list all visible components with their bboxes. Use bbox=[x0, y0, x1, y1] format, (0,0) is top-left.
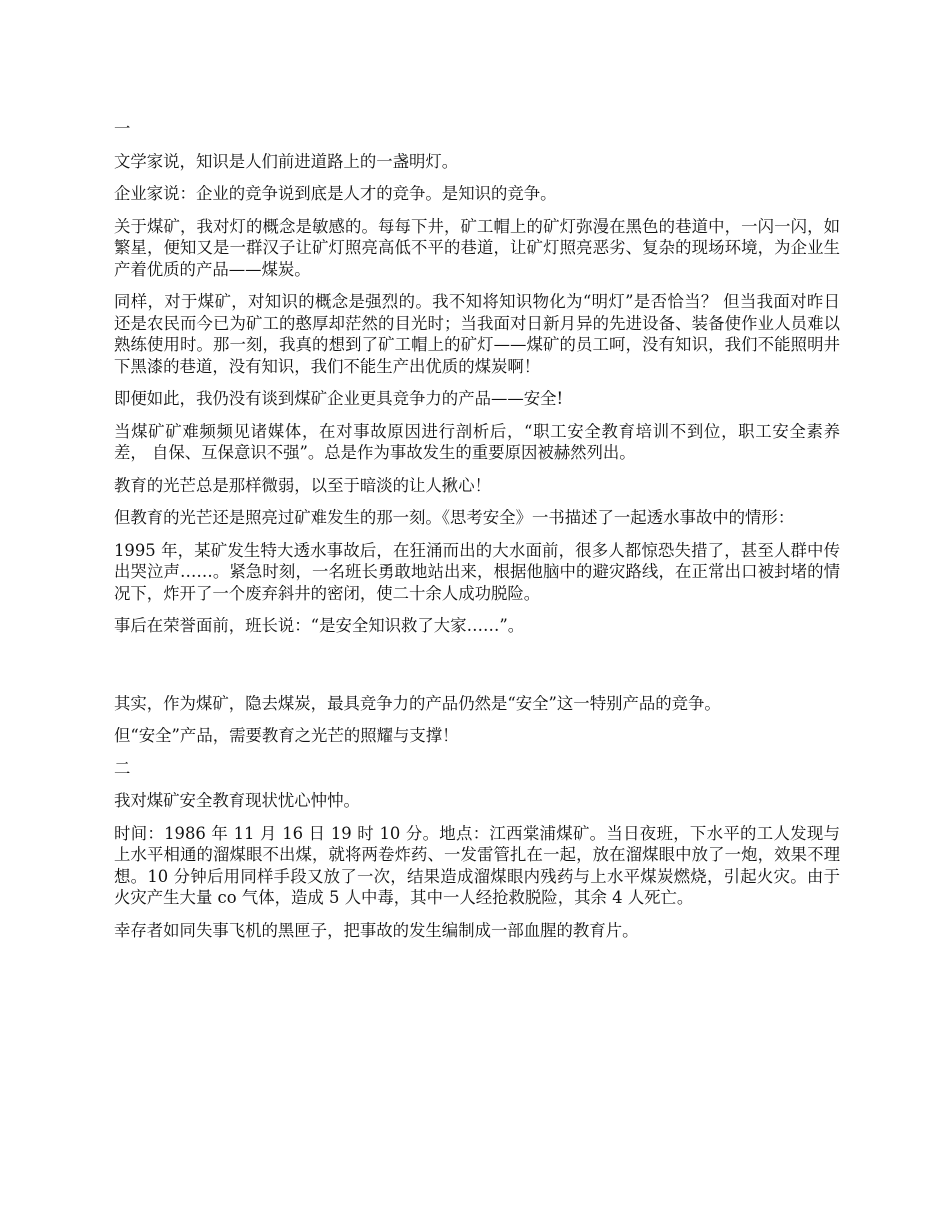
paragraph: 教育的光芒总是那样微弱，以至于暗淡的让人揪心！ bbox=[114, 475, 491, 495]
paragraph: 幸存者如同失事飞机的黑匣子，把事故的发生编制成一部血腥的教育片。 bbox=[114, 920, 639, 940]
paragraph: 时间：1986 年 11 月 16 日 19 时 10 分。地点：江西棠浦煤矿。当日夜班，下水平的工人发现与上水平相通的溜煤眼不出煤，就将两卷炸药、一发雷管扎在一起，放在溜煤眼中放了一炮，效果不理想。10 分钟后用同样手段又放了一次，结果造成溜煤眼内残药与上水平煤炭燃烧，引起火灾。由于火灾产生大量 co 气体，造成 5 人中毒，其中一人经抢救脱险，其余 4 人死亡。 bbox=[114, 823, 840, 907]
paragraph: 但“安全”产品，需要教育之光芒的照耀与支撑！ bbox=[114, 726, 459, 745]
blank-space bbox=[114, 648, 840, 693]
paragraph: 关于煤矿，我对灯的概念是敏感的。每每下井，矿工帽上的矿灯弥漫在黑色的巷道中，一闪一闪，如繁星，便知又是一群汉子让矿灯照亮高低不平的巷道，让矿灯照亮恶劣、复杂的现场环境，为企业生产着优质的产品——煤炭。 bbox=[114, 216, 840, 279]
paragraph: 事后在荣誉面前，班长说：“是安全知识救了大家……”。 bbox=[114, 616, 525, 635]
paragraph: 企业家说：企业的竞争说到底是人才的竞争。是知识的竞争。 bbox=[114, 184, 557, 203]
paragraph: 其实，作为煤矿，隐去煤炭，最具竞争力的产品仍然是“安全”这一特别产品的竞争。 bbox=[114, 693, 721, 713]
paragraph: 但教育的光芒还是照亮过矿难发生的那一刻。《思考安全》一书描述了一起透水事故中的情形： bbox=[114, 508, 795, 527]
paragraph: 1995 年，某矿发生特大透水事故后，在狂涌而出的大水面前，很多人都惊恐失措了，甚至人群中传出哭泣声……。紧急时刻，一名班长勇敢地站出来，根据他脑中的避灾路线，在正常出口被封堵的情况下，炸开了一个废弃斜井的密闭，使二十余人成功脱险。 bbox=[114, 540, 840, 603]
paragraph: 同样，对于煤矿，对知识的概念是强烈的。我不知将知识物化为“明灯”是否恰当？ 但当我面对昨日还是农民而今已为矿工的憨厚却茫然的目光时；当我面对日新月异的先进设备、装备使作业人员难以熟练使用时。那一刻，我真的想到了矿工帽上的矿灯——煤矿的员工呵，没有知识，我们不能照明井下黑漆的巷道，没有知识，我们不能生产出优质的煤炭啊！ bbox=[114, 292, 840, 376]
paragraph: 我对煤矿安全教育现状忧心忡忡。 bbox=[114, 791, 360, 810]
section-number-two: 二 bbox=[114, 758, 131, 778]
paragraph: 文学家说，知识是人们前进道路上的一盏明灯。 bbox=[114, 151, 459, 171]
paragraph: 即便如此，我仍没有谈到煤矿企业更具竞争力的产品——安全! bbox=[114, 389, 564, 408]
paragraph: 当煤矿矿难频频见诸媒体，在对事故原因进行剖析后，“职工安全教育培训不到位，职工安全素养差， 自保、互保意识不强”。总是作为事故发生的重要原因被赫然列出。 bbox=[114, 421, 840, 462]
section-number-one: 一 bbox=[114, 119, 131, 138]
